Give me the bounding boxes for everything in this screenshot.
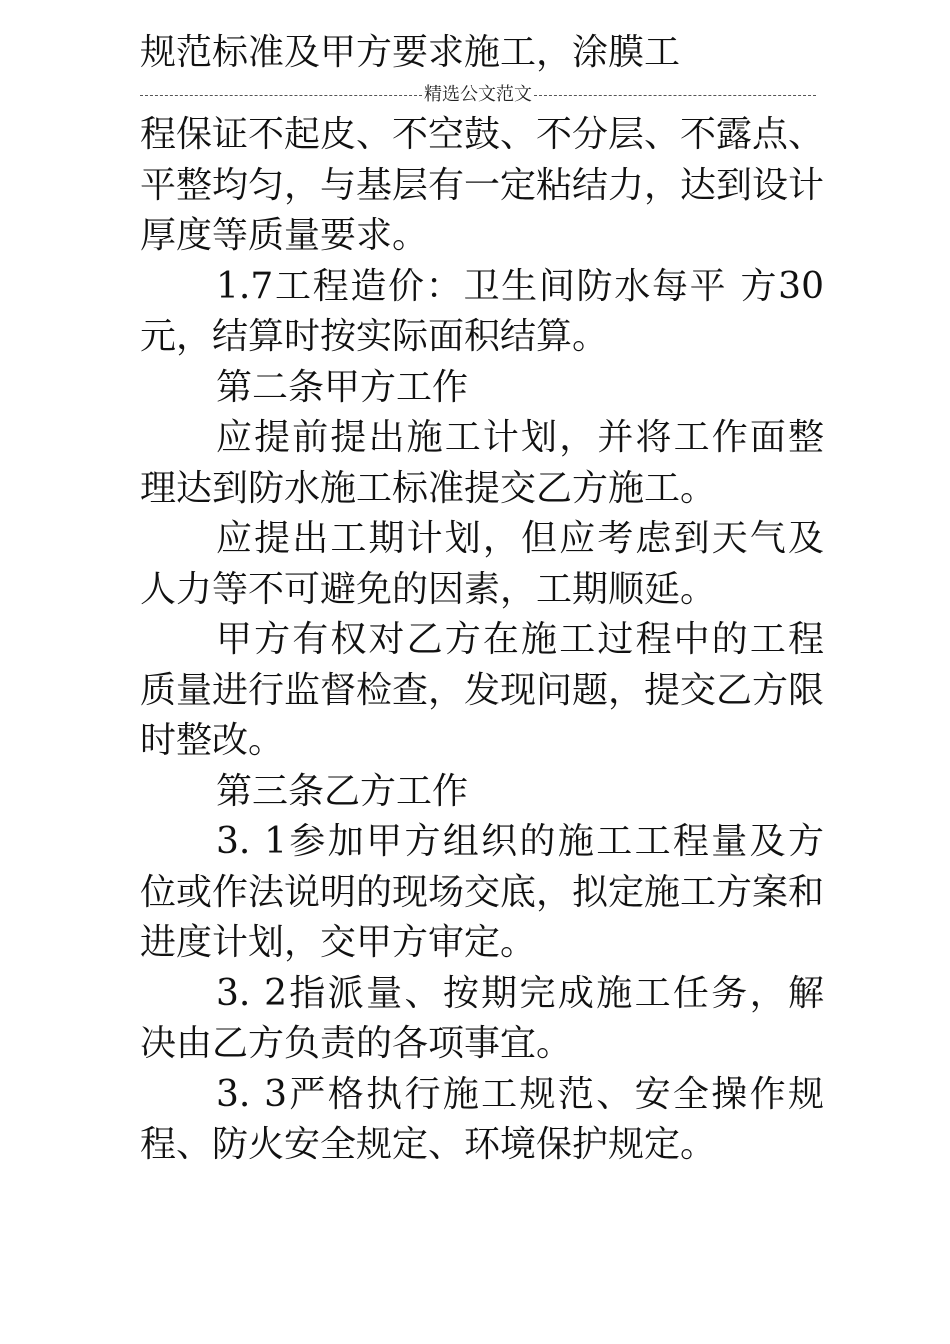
paragraph-continuation: 程保证不起皮、不空鼓、不分层、不露点、平整均匀，与基层有一定粘结力，达到设计厚度等质量要求。 — [140, 114, 825, 256]
header-dash-right — [534, 95, 816, 96]
header-label: 精选公文范文 — [424, 84, 532, 105]
paragraph-party-a-supervision: 甲方有权对乙方在施工过程中的工程质量进行监督检查，发现问题，提交乙方限时整改。 — [140, 619, 825, 761]
section-heading-party-b: 第三条乙方工作 — [216, 770, 469, 812]
header-dash-left — [140, 95, 422, 96]
body-text — [140, 110, 824, 1171]
page-header-rule — [140, 84, 816, 106]
section-heading-party-a: 第二条甲方工作 — [216, 366, 469, 408]
paragraph-project-cost: 1.7工程造价：卫生间防水每平 方30元，结算时按实际面积结算。 — [140, 265, 824, 357]
paragraph-clause-3-1: 3. 1参加甲方组织的施工工程量及方位或作法说明的现场交底，拟定施工方案和进度计划，交甲方审定。 — [140, 821, 825, 963]
top-text-line: 规范标准及甲方要求施工，涂膜工 — [140, 32, 681, 73]
paragraph-clause-3-2: 3. 2指派量、按期完成施工任务，解决由乙方负责的各项事宜。 — [140, 972, 824, 1064]
paragraph-clause-3-3: 3. 3严格执行施工规范、安全操作规程、防火安全规定、环境保护规定。 — [140, 1073, 824, 1165]
paragraph-party-a-schedule: 应提出工期计划，但应考虑到天气及人力等不可避免的因素，工期顺延。 — [140, 518, 824, 610]
paragraph-party-a-plan: 应提前提出施工计划，并将工作面整理达到防水施工标准提交乙方施工。 — [140, 417, 824, 509]
